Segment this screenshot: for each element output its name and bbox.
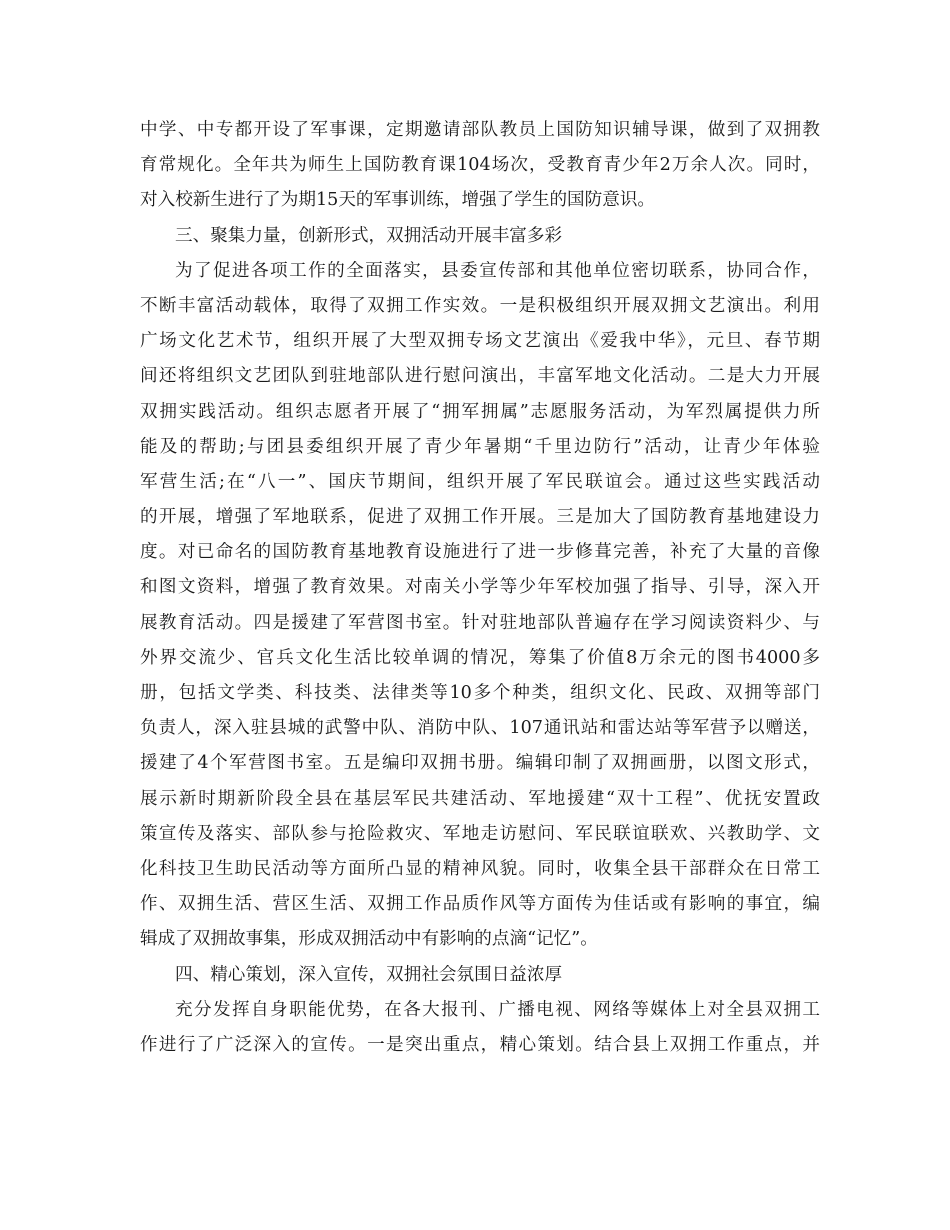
text-line: 充分发挥自身职能优势，在各大报刊、广播电视、网络等媒体上对全县双拥工	[175, 999, 820, 1020]
text-line: 化科技卫生助民活动等方面所凸显的精神风貌。同时，收集全县干部群众在日常工	[140, 858, 820, 879]
text-line: 育常规化。全年共为师生上国防教育课104场次，受教育青少年2万余人次。同时，	[140, 155, 820, 176]
text-line: 册，包括文学类、科技类、法律类等10多个种类，组织文化、民政、双拥等部门	[140, 683, 820, 703]
text-line: 策宣传及落实、部队参与抢险救灾、军地走访慰问、军民联谊联欢、兴教助学、文	[140, 823, 820, 844]
text-line: 展示新时期新阶段全县在基层军民共建活动、军地援建“双十工程”、优抚安置政	[140, 788, 820, 809]
text-line: 双拥实践活动。组织志愿者开展了“拥军拥属”志愿服务活动，为军烈属提供力所	[140, 401, 820, 422]
text-line: 三、聚集力量，创新形式，双拥活动开展丰富多彩	[175, 225, 563, 246]
text-line: 作进行了广泛深入的宣传。一是突出重点，精心策划。结合县上双拥工作重点，并	[140, 1034, 820, 1055]
text-line: 为了促进各项工作的全面落实，县委宣传部和其他单位密切联系，协同合作，	[175, 260, 820, 281]
text-line: 援建了4个军营图书室。五是编印双拥书册。编辑印制了双拥画册，以图文形式，	[140, 753, 820, 774]
text-line: 和图文资料，增强了教育效果。对南关小学等少年军校加强了指导、引导，深入开	[140, 577, 820, 598]
text-line: 的开展，增强了军地联系，促进了双拥工作开展。三是加大了国防教育基地建设力	[140, 507, 820, 528]
text-line: 辑成了双拥故事集，形成双拥活动中有影响的点滴“记忆”。	[140, 929, 598, 950]
text-line: 对入校新生进行了为期15天的军事训练，增强了学生的国防意识。	[140, 190, 656, 211]
document-body	[140, 113, 820, 1063]
text-line: 展教育活动。四是援建了军营图书室。针对驻地部队普遍存在学习阅读资料少、与	[140, 612, 820, 633]
text-line: 能及的帮助;与团县委组织开展了青少年暑期“千里边防行”活动，让青少年体验	[140, 436, 820, 457]
text-line: 外界交流少、官兵文化生活比较单调的情况，筹集了价值8万余元的图书4000多	[140, 647, 820, 668]
text-line: 中学、中专都开设了军事课，定期邀请部队教员上国防知识辅导课，做到了双拥教	[140, 120, 820, 140]
text-line: 广场文化艺术节，组织开展了大型双拥专场文艺演出《爱我中华》，元旦、春节期	[140, 331, 820, 352]
text-line: 军营生活;在“八一”、国庆节期间，组织开展了军民联谊会。通过这些实践活动	[140, 471, 820, 492]
text-line: 不断丰富活动载体，取得了双拥工作实效。一是积极组织开展双拥文艺演出。利用	[140, 295, 820, 316]
text-line: 作、双拥生活、营区生活、双拥工作品质作风等方面传为佳话或有影响的事宜，编	[140, 894, 820, 915]
text-line: 四、精心策划，深入宣传，双拥社会氛围日益浓厚	[175, 964, 563, 985]
text-line: 间还将组织文艺团队到驻地部队进行慰问演出，丰富军地文化活动。二是大力开展	[140, 366, 820, 387]
text-line: 度。对已命名的国防教育基地教育设施进行了进一步修葺完善，补充了大量的音像	[140, 542, 820, 563]
text-line: 负责人，深入驻县城的武警中队、消防中队、107通讯站和雷达站等军营予以赠送，	[140, 718, 820, 739]
